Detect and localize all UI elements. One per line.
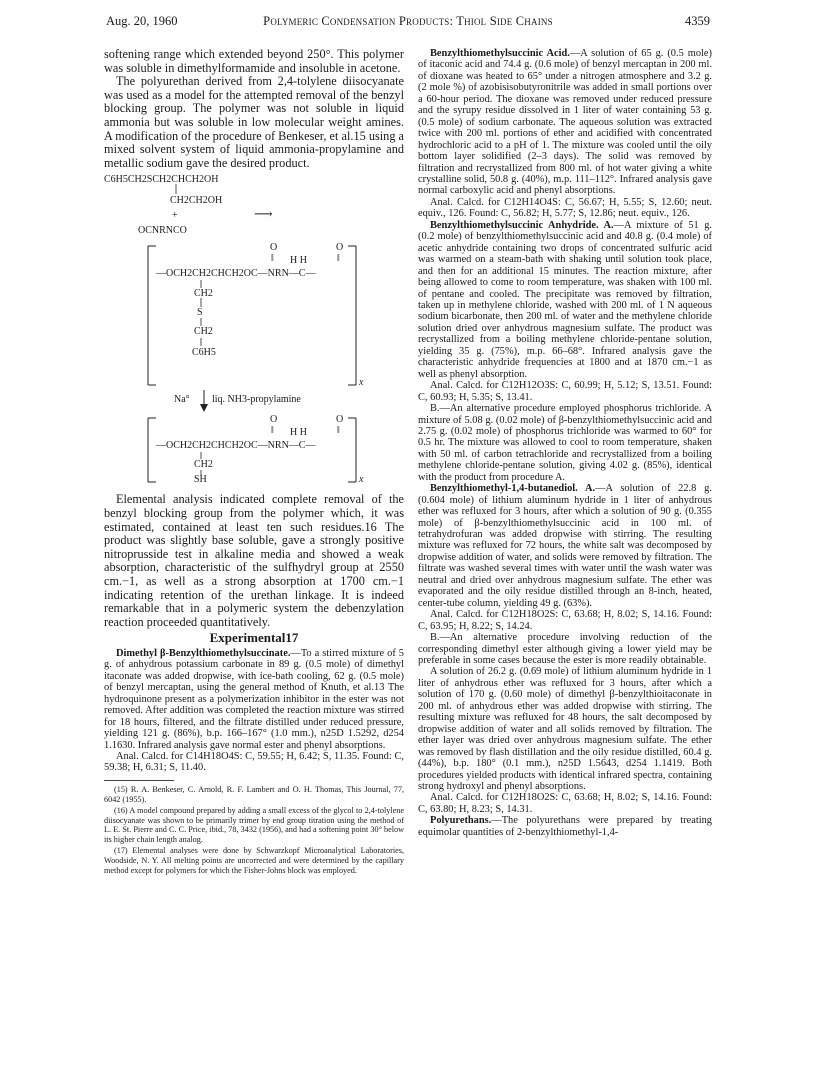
reaction-arrow: ⟶ — [254, 206, 273, 222]
procedure-text-4b: B.—An alternative procedure involving reduction of the corresponding dimethyl ester although giving a lower yield may be preferable in some cases because the ester is more readily obtainable. — [418, 632, 712, 667]
procedure-heading-1: Dimethyl β-Benzylthiomethylsuccinate. — [116, 647, 291, 659]
plus-sign: + — [172, 210, 178, 222]
procedure-text-3: —A mixture of 51 g. (0.2 mole) of benzylthiomethylsuccinic acid and 40.8 g. (0.4 mole) of acetic anhydride containing two drops of concentrated sulfuric acid was warmed on a steam-bath with shaking until solution took place, and then for an additional 15 minutes. The reaction mixture, after being allowed to come to room temperature, was shaken with 100 ml. of pentane and cooled. The precipitate was removed by filtration, taken up in methylene chloride, washed with 200 ml. of 1 N aqueous sodium bicarbonate, then 200 ml. of water and the methylene chloride solution dried over anhydrous magnesium sulfate. The product was recrystallized from a boiling methylene chloride-pentane solution, yielding 35 g. (75%), m.p. 66–68°. Infrared analysis gave the characteristic anhydride frequencies at 1800 and at 1870 cm.−1 as well as phenyl absorption. — [418, 219, 712, 380]
repeat-x-1: x — [359, 377, 364, 389]
procedure-heading-4: Benzylthiomethyl-1,4-butanediol. A. — [430, 483, 596, 495]
double-bond-4: ‖ — [337, 425, 340, 437]
left-paragraph-2: The polyurethan derived from 2,4-tolylene diisocyanate was used as a model for the attempted removal of the benzyl blocking group. The polymer was not soluble in liquid ammonia but was soluble in low molecular weight amines. A modification of the procedure of Benkeser, et al.15 using a mixed solvent system of liquid ammonia-propylamine and metallic sodium gave the desired product. — [104, 74, 405, 170]
repeat-x-2: x — [359, 474, 364, 486]
ch2-group-2: CH2 — [194, 326, 213, 338]
solvent-conditions: liq. NH3-propylamine — [212, 394, 301, 406]
thiol-group: SH — [194, 474, 207, 486]
page-header — [106, 14, 710, 32]
double-bond-3: ‖ — [271, 425, 274, 437]
ch2-group-3: CH2 — [194, 459, 213, 471]
footnote-15: (15) R. A. Benkeser, C. Arnold, R. F. Lambert and O. H. Thomas, This Journal, 77, 6042 (1955). — [104, 784, 404, 804]
left-column — [104, 48, 404, 877]
procedure-heading-5: Polyurethans. — [430, 815, 492, 827]
polymer-chain-1: —OCH2CH2CHCH2OC—NRN—C— — [156, 268, 316, 280]
right-column — [418, 48, 712, 838]
analysis-4: Anal. Calcd. for C12H18O2S: C, 63.68; H, 8.02; S, 14.16. Found: C, 63.95; H, 8.22; S, 14.24. — [418, 609, 712, 632]
footnotes — [104, 780, 404, 876]
procedure-text-1: —To a stirred mixture of 5 g. of anhydrous potassium carbonate in 89 g. (0.5 mole) of dimethyl itaconate was added dropwise, with ice-bath cooling, 62 g. (0.5 mole) of benzyl mercaptan, using the general method of Knuth, et al.13 The hydroquinone present as a polymerization inhibitor in the ester was not removed. After addition was completed the reaction mixture was stirred for 18 hours, filtered, and the filtrate distilled under reduced pressure, yielding 121 g. (86%), b.p. 166–167° (1.0 mm.), n25D 1.5292, d254 1.1630. Infrared analysis gave normal ester and phenyl absorptions. — [104, 647, 404, 751]
analysis-2: Anal. Calcd. for C12H14O4S: C, 56.67; H, 5.55; S, 12.60; neut. equiv., 126. Found: C, 56.82; H, 5.77; S, 12.86; neut. equiv., 126. — [418, 196, 712, 220]
procedure-text-4: —A solution of 22.8 g. (0.604 mole) of lithium aluminum hydride in 1 liter of anhydrous ether was refluxed for 3 hours, after which a solution of 90 g. (0.355 mole) of β-benzylthiomethylsuccinic acid in 100 ml. of tetrahydrofuran was added dropwise with stirring. The resulting mixture was refluxed for 72 hours, the white salt was decomposed by dropwise addition of water, and solids were removed by filtration. The filtrate was washed several times with water until the wash water was neutral and dried over anhydrous magnesium sulfate. The ether was evaporated and the oily residue distilled through an 8-inch, heated, center-tube column, yielding 49 g. (63%). — [418, 483, 712, 609]
procedure-text-5: —The polyurethans were prepared by treating equimolar quantities of 2-benzylthiomethyl-1,4- — [418, 815, 712, 838]
footnote-16: (16) A model compound prepared by adding a small excess of the glycol to 2,4-tolylene diisocyanate was shown to be primarily trimer by end group titration using the method of L. E. St. Pierre and C. C. Price, ibid., 78, 3432 (1956), and had a softening point 30° below its higher chain length analog. — [104, 805, 404, 845]
header-date: Aug. 20, 1960 — [106, 14, 178, 28]
double-bond-1: ‖ — [271, 253, 274, 265]
footnote-rule — [104, 780, 174, 781]
carbonyl-o-3: O — [270, 414, 278, 426]
reactant-diol: C6H5CH2SCH2CHCH2OH — [104, 174, 219, 186]
double-bond-2: ‖ — [337, 253, 340, 265]
sulfur-atom: S — [197, 307, 203, 319]
nh-hydrogens-1: H H — [290, 255, 307, 267]
carbonyl-o-1: O — [270, 242, 278, 254]
ch2-group-1: CH2 — [194, 288, 213, 300]
analysis-3: Anal. Calcd. for C12H12O3S: C, 60.99; H, 5.12; S, 13.51. Found: C, 60.93; H, 5.35; S, 13.41. — [418, 380, 712, 403]
carbonyl-o-2: O — [336, 242, 344, 254]
phenyl-group: C6H5 — [192, 347, 216, 359]
nh-hydrogens-2: H H — [290, 427, 307, 439]
reactant-diisocyanate: OCNRNCO — [138, 225, 187, 237]
page-number: 4359 — [685, 14, 710, 28]
procedure-heading-3: Benzylthiomethylsuccinic Anhydride. A. — [430, 219, 614, 231]
procedure-text-2: —A solution of 65 g. (0.5 mole) of itaconic acid and 74.4 g. (0.6 mole) of benzyl mercaptan in 200 ml. of dioxane was heated to 65° under a nitrogen atmosphere and 3.2 g. (2 mole %) of azobisisobutyronitrile was added in small portions over a 60-hour period. The dioxane was removed under reduced pressure and the syrupy residue dissolved in 1 liter of water containing 53 g. (0.5 mole) of sodium carbonate. The aqueous solution was extracted twice with 200 ml. portions of ether and acidified with concentrated hydrochloric acid to a pH of 1. The mixture was cooled until the oily bottom layer solidified (2–3 days). The solid was removed by filtration and recrystallized from 800 ml. of hot water giving a white crystalline solid, 50.8 g. (40%), m.p. 111–112°. Infrared analysis gave normal carboxylic acid and phenyl absorptions. — [418, 48, 712, 197]
polymer-chain-2: —OCH2CH2CHCH2OC—NRN—C— — [156, 440, 316, 452]
running-title: Polymeric Condensation Products: Thiol Side Chains — [263, 14, 553, 28]
analysis-5: Anal. Calcd. for C12H18O2S: C, 63.68; H, 8.02; S, 14.16. Found: C, 63.80; H, 8.23; S, 14.31. — [418, 792, 712, 815]
procedure-text-3b: B.—An alternative procedure employed phosphorus trichloride. A mixture of 5.08 g. (0.02 mole) of β-benzylthiomethylsuccinic acid and 2.75 g. (0.02 mole) of phosphorus trichloride was warmed to 60° for 0.5 hr. The mixture was allowed to cool to room temperature, shaken with 50 ml. of carbon tetrachloride and recrystallized from a boiling methylene chloride-pentane solution, giving 4.02 g. (85%), identical with the product from procedure A. — [418, 403, 712, 483]
reaction-scheme — [104, 172, 404, 487]
procedure-text-4c: A solution of 26.2 g. (0.69 mole) of lithium aluminum hydride in 1 liter of anhydrous ether was refluxed for 3 hours, after which a solution of 170 g. (0.60 mole) of dimethyl β-benzylthioitaconate in 200 ml. of anhydrous ether was added dropwise with stirring. The resulting mixture was refluxed for 48 hours, the salt decomposed by dropwise addition of water and all solids removed by filtration. The ether layer was dried over anhydrous magnesium sulfate. The ether was removed by flash distillation and the oily residue distilled, 60.4 g. (44%), b.p. 180° (0.1 mm.), n25D 1.5643, d254 1.1419. Both procedures yielded products with identical infrared spectra, containing strong hydroxyl and phenyl absorptions. — [418, 666, 712, 792]
footnote-17: (17) Elemental analyses were done by Schwarzkopf Microanalytical Laboratories, Woodside, N. Y. All melting points are uncorrected and were determined by the capillary method except for polymers for which the Fisher-Johns block was employed. — [104, 846, 404, 876]
sodium-reagent: Na° — [174, 394, 190, 406]
analysis-1: Anal. Calcd. for C14H18O4S: C, 59.55; H, 6.42; S, 11.35. Found: C, 59.38; H, 6.31; S, 11.40. — [104, 750, 404, 774]
left-paragraph-3: Elemental analysis indicated complete removal of the benzyl blocking group from the polymer which, it was estimated, contained at least ten such residues.16 The product was slightly base soluble, gave a strongly positive nitroprusside test in alkaline media and showed a weak absorption, characteristic of the sulfhydryl group at 2550 cm.−1, as well as a strong absorption at 1700 cm.−1 indicating retention of the urethan linkage. It is indeed remarkable that in a polymeric system the debenzylation reaction proceeded quantitatively. — [104, 492, 404, 629]
experimental-heading: Experimental17 — [209, 630, 299, 646]
procedure-heading-2: Benzylthiomethylsuccinic Acid. — [430, 48, 570, 59]
reactant-diol-branch: CH2CH2OH — [170, 195, 223, 207]
left-paragraph-1: softening range which extended beyond 250°. This polymer was soluble in dimethylformamide and insoluble in acetone. — [104, 47, 404, 75]
carbonyl-o-4: O — [336, 414, 344, 426]
